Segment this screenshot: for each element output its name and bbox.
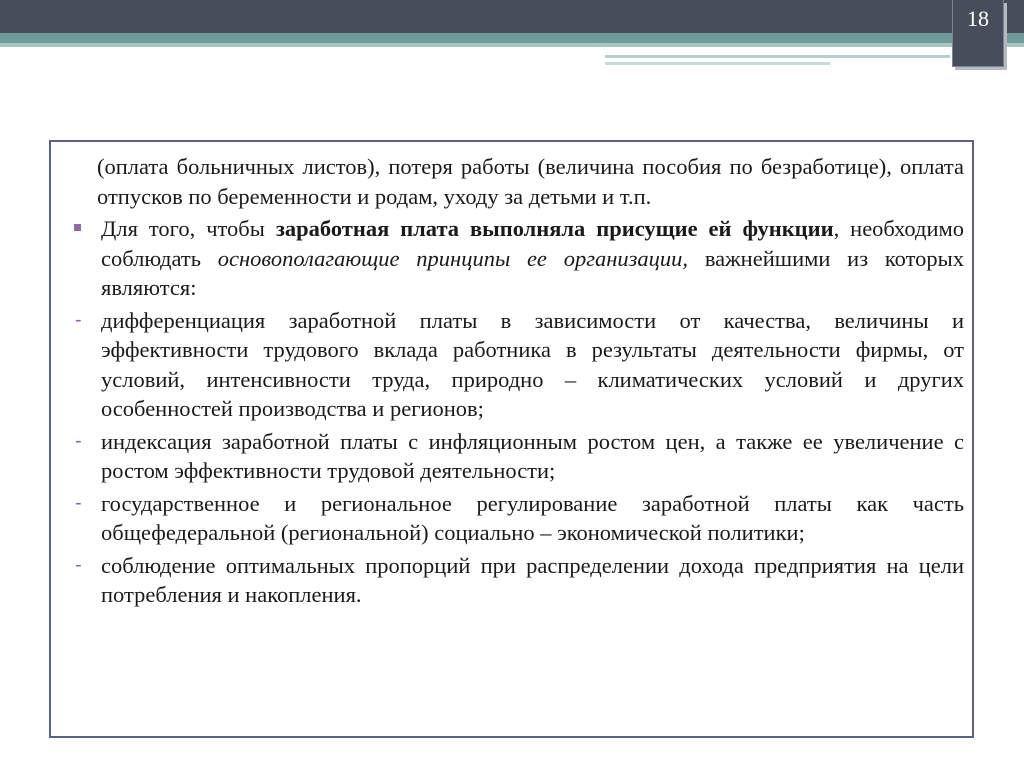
dash-bullet-icon: -: [75, 429, 82, 452]
dash-bullet-icon: -: [75, 308, 82, 331]
list-item-text: государственное и региональное регулирование заработной платы как часть общефедеральной (региональной) социально – экономической политики;: [101, 490, 964, 545]
header-stripe: [605, 55, 950, 58]
dash-bullet-icon: -: [75, 491, 82, 514]
header-bar: [0, 0, 1024, 33]
list-item-text: индексация заработной платы с инфляционным ростом цен, а также ее увеличение с ростом эффективности трудовой деятельности;: [101, 428, 964, 483]
principle-bold-text: заработная плата выполняла присущие ей функции: [275, 216, 834, 241]
header-light-bar: [0, 43, 1024, 47]
header-stripe: [605, 62, 830, 65]
principle-text-3: важнейшими из которых являются:: [101, 245, 965, 300]
intro-paragraph: [97, 152, 964, 211]
dash-bullet-icon: -: [75, 553, 82, 576]
list-item: [75, 306, 964, 424]
principle-text-1: Для того, чтобы: [101, 216, 276, 241]
principle-paragraph: [101, 214, 964, 303]
list-item-text: дифференциация заработной платы в зависимости от качества, величины и эффективности трудового вклада работника в результаты деятельности фирмы, от условий, интенсивности труда, природно – климатических условий и других особенностей производства и регионов;: [101, 307, 964, 421]
header-accent-bar: [0, 33, 1024, 43]
page-number: 18: [967, 6, 989, 31]
intro-text: (оплата больничных листов), потеря работы (величина пособия по безработице), оплата отпусков по беременности и родам, уходу за детьми и т.п.: [97, 154, 964, 209]
page-number-badge: [952, 0, 1004, 67]
list-item: [75, 427, 964, 486]
principle-italic-text: основополагающие принципы ее организации,: [217, 245, 689, 271]
list-item-text: соблюдение оптимальных пропорций при распределении дохода предприятия на цели потребления и накопления.: [101, 552, 964, 607]
square-bullet-icon: [74, 214, 81, 244]
principle-text-2: , необходимо соблюдать: [101, 216, 965, 271]
content-frame: [49, 140, 974, 738]
list-item: [75, 489, 964, 548]
list-item: [75, 551, 964, 610]
